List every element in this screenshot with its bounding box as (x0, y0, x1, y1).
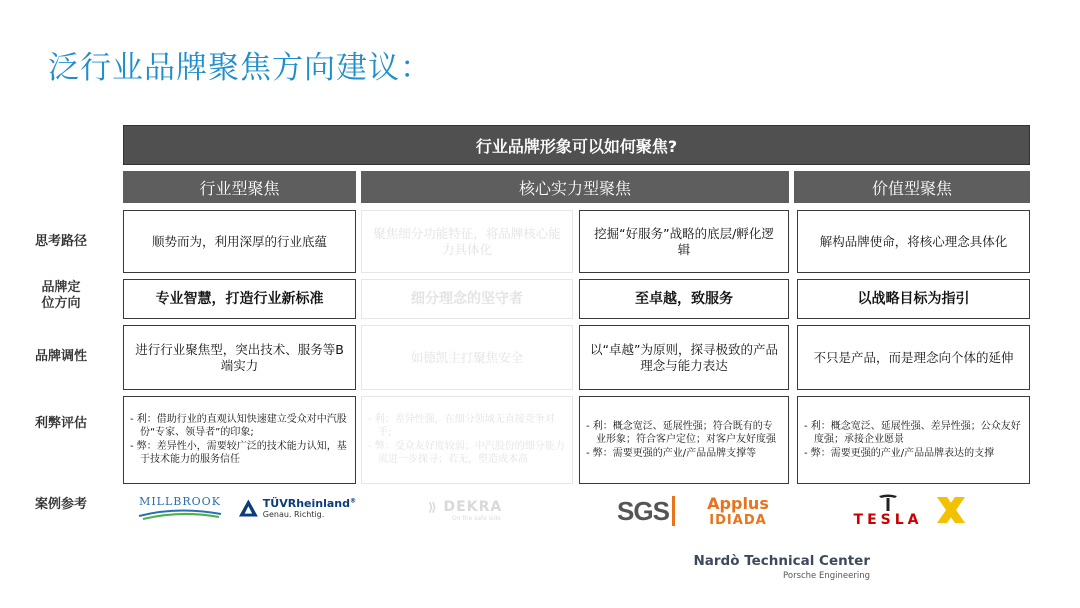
eval-pro: - 利：概念宽泛、延展性强；符合既有的专业形象；符合客户定位；对客户友好度强 (586, 420, 782, 446)
applus-idiada-logo (700, 492, 776, 530)
idiada-wordmark: IDIADA (709, 513, 767, 528)
cell-eval-industry (123, 396, 356, 484)
cell-position-value: 以战略目标为指引 (797, 279, 1030, 319)
column-header-industry: 行业型聚焦 (123, 171, 356, 203)
eval-pro: - 利：差异性强，在细分领域无直接竞争对手; (368, 413, 566, 439)
column-header-value: 价值型聚焦 (794, 171, 1030, 203)
row-label-thinking-path: 思考路径 (34, 234, 87, 249)
eval-con: - 弊：需要更强的产业/产品品牌表达的支撑 (804, 447, 1023, 460)
row-label-tone: 品牌调性 (34, 349, 87, 364)
cell-eval-service (579, 396, 789, 484)
dekra-slogan: On the safe side. (452, 514, 503, 522)
sgs-bar-icon (672, 496, 675, 526)
cell-tone-service: 以“卓越”为原则，探寻极致的产品理念与能力表达 (579, 325, 789, 390)
tuv-registered-mark: ® (350, 497, 356, 505)
tuv-rheinland-logo (238, 492, 356, 524)
tuv-slogan: Genau. Richtig. (262, 510, 325, 519)
row-label-positioning: 品牌定位方向 (41, 280, 81, 311)
cell-tone-value: 不只是产品，而是理念向个体的延伸 (797, 325, 1030, 390)
tesla-wordmark: TESLA (853, 512, 923, 528)
cell-tone-industry: 进行行业聚焦型，突出技术、服务等B端实力 (123, 325, 356, 390)
sgs-wordmark: SGS (617, 495, 669, 526)
eval-con: - 弊：需要更强的产业/产品品牌支撑等 (586, 447, 782, 460)
column-header-core-strength: 核心实力型聚焦 (361, 171, 789, 203)
cell-position-industry: 专业智慧，打造行业新标准 (123, 279, 356, 319)
row-label-pros-cons: 利弊评估 (34, 416, 87, 431)
eval-pro: - 利：概念宽泛、延展性强、差异性强；公众友好度强；承接企业愿景 (804, 420, 1023, 446)
page-title: 泛行业品牌聚焦方向建议： (48, 50, 432, 86)
millbrook-logo (136, 490, 224, 524)
nardo-logo (693, 550, 870, 584)
tuv-wordmark: TÜVRheinland (262, 497, 350, 510)
x-mark-icon (935, 495, 967, 525)
cell-path-industry: 顺势而为，利用深厚的行业底蕴 (123, 210, 356, 273)
tesla-logo (846, 492, 930, 530)
row-label-cases: 案例参考 (34, 497, 87, 512)
millbrook-swoosh-icon (137, 508, 223, 520)
cell-path-value: 解构品牌使命，将核心理念具体化 (797, 210, 1030, 273)
tuv-triangle-icon (238, 497, 259, 519)
sgs-logo (610, 493, 682, 529)
nardo-wordmark: Nardò Technical Center (693, 553, 870, 569)
cell-position-segment: 细分理念的坚守者 (361, 279, 573, 319)
nardo-subtitle: Porsche Engineering (783, 571, 870, 581)
cell-position-service: 至卓越，致服务 (579, 279, 789, 319)
eval-pro: - 利：借助行业的直观认知快速建立受众对中汽股份“专家、领导者”的印象; (130, 413, 349, 439)
tesla-t-icon (878, 494, 898, 512)
cell-eval-segment (361, 396, 573, 484)
millbrook-wordmark: MILLBROOK (139, 494, 221, 508)
dekra-wordmark: DEKRA (443, 498, 503, 515)
eval-con: - 弊：受众友好度较弱；中汽股份的细分能力需进一步探寻；若无，塑造成本高 (368, 440, 566, 466)
eval-con: - 弊：差异性小，需要较广泛的技术能力认知，基于技术能力的服务信任 (130, 440, 349, 466)
banner-question: 行业品牌形象可以如何聚焦? (123, 125, 1030, 165)
dekra-arrow-icon: ⟫ (428, 499, 438, 514)
cell-path-segment: 聚焦细分功能特征，将品牌核心能力具体化 (361, 210, 573, 273)
cell-path-service: 挖掘“好服务”战略的底层/孵化逻辑 (579, 210, 789, 273)
cell-eval-value (797, 396, 1030, 484)
dekra-logo (428, 494, 518, 526)
applus-wordmark: Applus (707, 494, 769, 513)
x-brand-logo (934, 494, 968, 526)
cell-tone-segment: 如德凯主打聚焦安全 (361, 325, 573, 390)
